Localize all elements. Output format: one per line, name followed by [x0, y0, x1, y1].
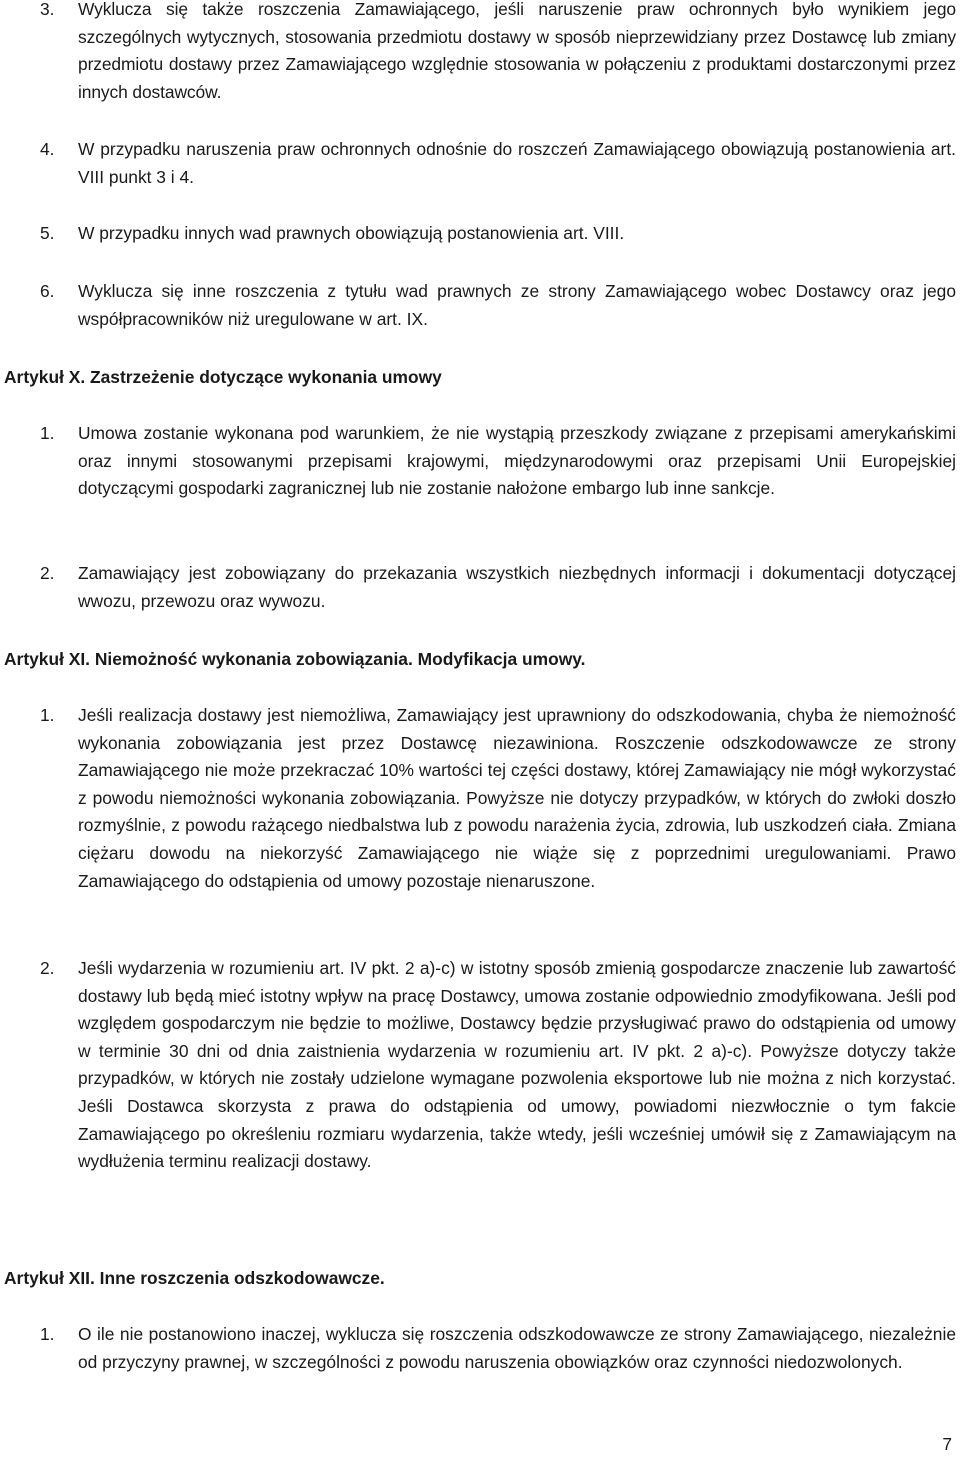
item-text: Jeśli wydarzenia w rozumieniu art. IV pkt. 2 a)-c) w istotny sposób zmienią gospodarcze znaczenie lub zawartość dostawy lub będą mieć istotny wpływ na pracę Dostawcy, umowa zostanie odpowiednio zmodyfikowana. Jeśli pod względem gospodarczym nie będzie to możliwe, Dostawcy będzie przysługiwać prawo do odstąpienia od umowy w terminie 30 dni od dnia zaistnienia wydarzenia w rozumieniu art. IV pkt. 2 a)-c). Powyższe dotyczy także przypadków, w których nie zostały udzielone wymagane pozwolenia eksportowe lub nie można z nich korzystać. Jeśli Dostawca skorzysta z prawa do odstąpienia od umowy, powiadomi niezwłocznie o tym fakcie Zamawiającego po określeniu rozmiaru wydarzenia, także wtedy, jeśli wcześniej umówił się z Zamawiającym na wydłużenia terminu realizacji dostawy. — [78, 958, 956, 1172]
item-number: 5. — [40, 223, 55, 243]
list-item — [40, 702, 956, 895]
list-item — [40, 136, 956, 191]
list-item — [40, 420, 956, 503]
item-number: 1. — [40, 423, 55, 443]
item-text: Umowa zostanie wykonana pod warunkiem, że nie wystąpią przeszkody związane z przepisami amerykańskimi oraz innymi stosowanymi przepisami krajowymi, międzynarodowymi oraz przepisami Unii Europejskiej dotyczącymi gospodarki zagranicznej lub nie zostanie nałożone embargo lub inne sankcje. — [78, 423, 956, 499]
list-item — [40, 0, 956, 106]
item-number: 1. — [40, 1324, 55, 1344]
list-item — [40, 220, 956, 248]
item-number: 3. — [40, 0, 55, 19]
list-item — [40, 560, 956, 615]
item-text: Jeśli realizacja dostawy jest niemożliwa, Zamawiający jest uprawniony do odszkodowania, chyba że niemożność wykonania zobowiązania jest przez Dostawcę niezawiniona. Roszczenie odszkodowawcze ze strony Zamawiającego nie może przekraczać 10% wartości tej części dostawy, której Zamawiający nie mógł wykorzystać z powodu niemożności wykonania zobowiązania. Powyższe nie dotyczy przypadków, w których do zwłoki doszło rozmyślnie, z powodu rażącego niedbalstwa lub z powodu narażenia życia, zdrowia, lub uszkodzeń ciała. Zmiana ciężaru dowodu na niekorzyść Zamawiającego nie wiąże się z poprzednimi uregulowaniami. Prawo Zamawiającego do odstąpienia od umowy pozostaje nienaruszone. — [78, 705, 956, 891]
section-heading-art-xi: Artykuł XI. Niemożność wykonania zobowiązania. Modyfikacja umowy. — [4, 649, 586, 669]
item-number: 2. — [40, 958, 55, 978]
item-text: W przypadku naruszenia praw ochronnych odnośnie do roszczeń Zamawiającego obowiązują postanowienia art. VIII punkt 3 i 4. — [78, 139, 956, 187]
item-text: Wyklucza się także roszczenia Zamawiającego, jeśli naruszenie praw ochronnych było wynikiem jego szczególnych wytycznych, stosowania przedmiotu dostawy w sposób nieprzewidziany przez Dostawcę lub zmiany przedmiotu dostawy przez Zamawiającego względnie stosowania w połączeniu z produktami dostarczonymi przez innych dostawców. — [78, 0, 956, 102]
item-text: O ile nie postanowiono inaczej, wyklucza się roszczenia odszkodowawcze ze strony Zamawiającego, niezależnie od przyczyny prawnej, w szczególności z powodu naruszenia obowiązków oraz czynności niedozwolonych. — [78, 1324, 956, 1372]
item-text: W przypadku innych wad prawnych obowiązują postanowienia art. VIII. — [78, 223, 625, 243]
list-item — [40, 955, 956, 1176]
list-item — [40, 278, 956, 333]
section-heading-art-x: Artykuł X. Zastrzeżenie dotyczące wykonania umowy — [4, 367, 442, 387]
page-number: 7 — [942, 1434, 952, 1454]
list-item — [40, 1321, 956, 1376]
item-number: 4. — [40, 139, 55, 159]
item-text: Zamawiający jest zobowiązany do przekazania wszystkich niezbędnych informacji i dokumentacji dotyczącej wwozu, przewozu oraz wywozu. — [78, 563, 956, 611]
item-number: 1. — [40, 705, 55, 725]
item-text: Wyklucza się inne roszczenia z tytułu wad prawnych ze strony Zamawiającego wobec Dostawcy oraz jego współpracowników niż uregulowane w art. IX. — [78, 281, 956, 329]
item-number: 6. — [40, 281, 55, 301]
section-heading-art-xii: Artykuł XII. Inne roszczenia odszkodowawcze. — [4, 1268, 385, 1288]
item-number: 2. — [40, 563, 55, 583]
